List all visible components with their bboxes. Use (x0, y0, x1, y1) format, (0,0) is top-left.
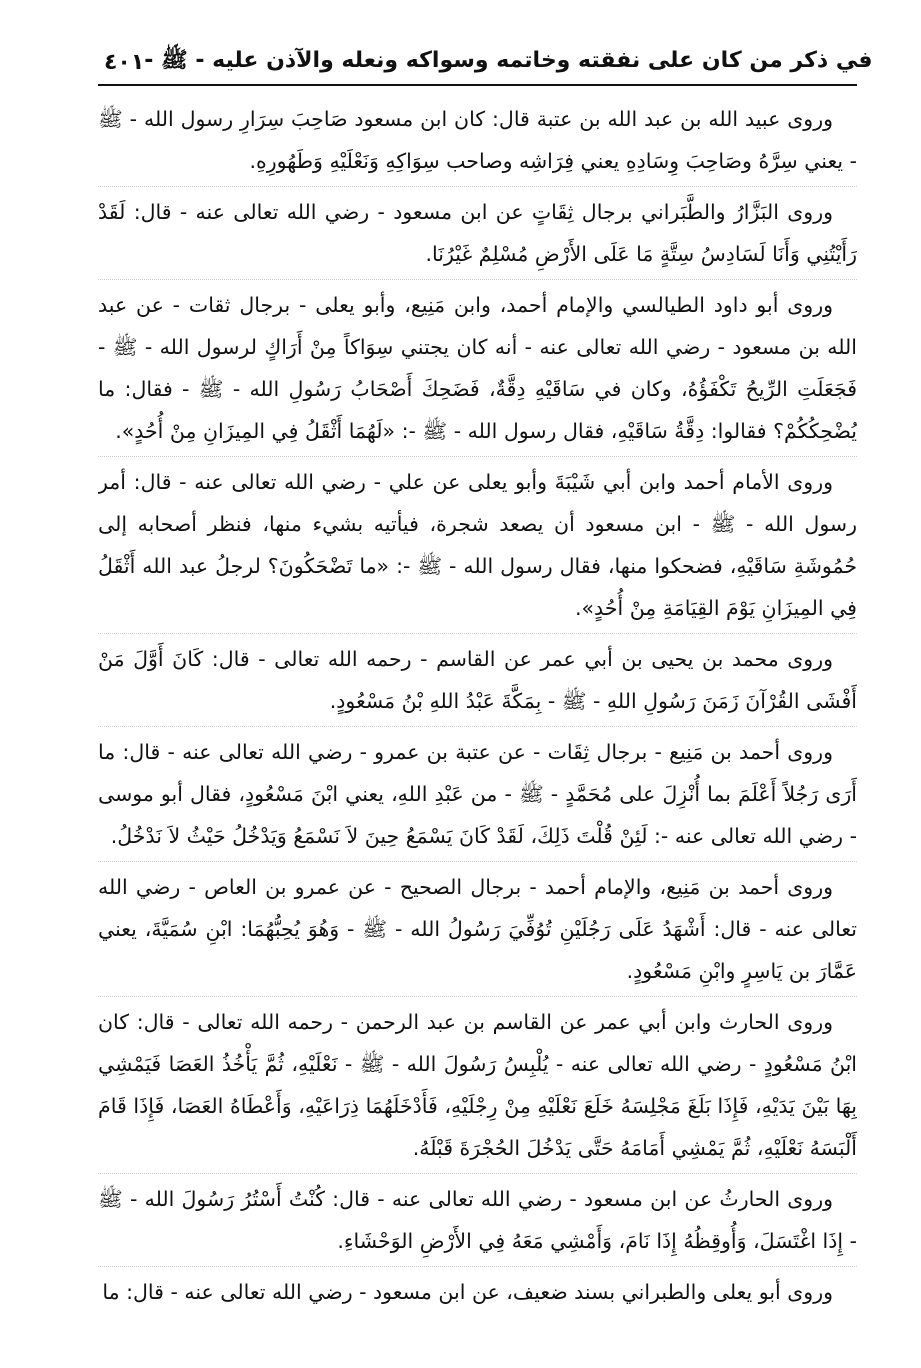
paragraph-2: وروى البَزَّارُ والطَّبَراني برجال ثِقَاتٍ عن ابن مسعود - رضي الله تعالى عنه - قال: لَقَدْ رَأَيْتُنِي وَأَنَا لَسَادِسُ سِتَّةٍ مَا عَلَى الأَرْضِ مُسْلِمٌ غَيْرُنَا. (98, 191, 857, 280)
paragraph-6: وروى أحمد بن مَنِيع - برجال ثِقَات - عن عتبة بن عمرو - رضي الله تعالى عنه - قال: ما أَرَى رَجُلاً أَعْلَمَ بما أُنْزِلَ على مُحَمَّدٍ - ﷺ - من عَبْدِ اللهِ، يعني ابْنَ مَسْعُودٍ، فقال أبو موسى - رضي الله تعالى عنه -: لَئِنْ قُلْتَ ذَلِكَ، لَقَدْ كَانَ يَسْمَعُ حِينَ لاَ نَسْمَعُ وَيَدْخُلُ حَيْثُ لاَ نَدْخُلُ. (98, 731, 857, 862)
page-number: ٤٠١ (104, 49, 145, 75)
paragraph-9: وروى الحارثُ عن ابن مسعود - رضي الله تعالى عنه - قال: كُنْتُ أَسْتُرُ رَسُولَ الله - ﷺ - إِذَا اغْتَسَلَ، وَأُوقِظُهُ إِذَا نَامَ، وَأَمْشِي مَعَهُ فِي الأَرْضِ الوَحْشَاءِ. (98, 1178, 857, 1267)
paragraph-4: وروى الأمام أحمد وابن أبي شَيْبَةَ وأبو يعلى عن علي - رضي الله تعالى عنه - قال: أمر رسول الله - ﷺ - ابن مسعود أن يصعد شجرة، فيأتيه بشيء منها، فنظر أصحابه إلى حُمُوشَةِ سَاقَيْهِ، فضحكوا منها، فقال رسول الله - ﷺ -: «ما تَضْحَكُونَ؟ لرجلُ عبد الله أَثْقَلُ فِي المِيزَانِ يَوْمَ القِيَامَةِ مِنْ أُحُدٍ». (98, 461, 857, 634)
paragraph-1: وروى عبيد الله بن عبد الله بن عتبة قال: كان ابن مسعود صَاحِبَ سِرَارِ رسول الله - ﷺ - يعني سِرَّهُ وصَاحِبَ وِسَادِهِ يعني فِرَاشِه وصاحب سِوَاكِهِ وَنَعْلَيْهِ وَطَهُورِهِ. (98, 98, 857, 187)
body-text (98, 98, 857, 1348)
running-header (98, 40, 873, 86)
paragraph-3: وروى أبو داود الطيالسي والإمام أحمد، وابن مَنِيع، وأبو يعلى - برجال ثقات - عن عبد الله بن مسعود - رضي الله تعالى عنه - أنه كان يجتني سِوَاكاً مِنْ أَرَاكٍ لرسول الله - ﷺ - فَجَعَلَتِ الرِّيحُ تَكْفَؤُهُ، وكان في سَاقَيْهِ دِقَّةٌ، فَضَحِكَ أَصْحَابُ رَسُولِ الله - ﷺ - فقال: ما يُضْحِكُكُمْ؟ فقالوا: دِقَّةُ سَاقَيْهِ، فقال رسول الله - ﷺ -: «لَهُمَا أَثْقَلُ فِي المِيزَانِ مِنْ أُحُدٍ». (98, 284, 857, 457)
paragraph-7: وروى أحمد بن مَنِيع، والإمام أحمد - برجال الصحيح - عن عمرو بن العاص - رضي الله تعالى عنه - قال: أَشْهَدُ عَلَى رَجُلَيْنِ تُوُفِّيَ رَسُولُ الله - ﷺ - وَهُوَ يُحِبُّهُمَا: ابْنِ سُمَيَّةَ، يعني عَمَّارَ بن يَاسِرٍ وابْنِ مَسْعُودٍ. (98, 866, 857, 997)
header-title: في ذكر من كان على نفقته وخاتمه وسواكه ونعله والآذن عليه - ﷺ - (144, 48, 873, 73)
paragraph-10: وروى أبو يعلى والطبراني بسند ضعيف، عن ابن مسعود - رضي الله تعالى عنه - قال: ما (102, 1280, 833, 1304)
paragraph-8: وروى الحارث وابن أبي عمر عن القاسم بن عبد الرحمن - رحمه الله تعالى - قال: كان ابْنُ مَسْعُودٍ - رضي الله تعالى عنه - يُلْبِسُ رَسُولَ الله - ﷺ - نَعْلَيْهِ، ثُمَّ يَأْخُذُ العَصَا فَيَمْشِي بِهَا بَيْنَ يَدَيْهِ، فَإِذَا بَلَغَ مَجْلِسَهُ خَلَعَ نَعْلَيْهِ مِنْ رِجْلَيْهِ، فَأَدْخَلَهُمَا ذِرَاعَيْهِ، وَأَعْطَاهُ العَصَا، فَإِذَا قَامَ أَلْبَسَهُ نَعْلَيْهِ، ثُمَّ يَمْشِي أَمَامَهُ حَتَّى يَدْخُلَ الحُجْرَةَ قَبْلَهُ. (98, 1001, 857, 1174)
paragraph-5: وروى محمد بن يحيى بن أبي عمر عن القاسم - رحمه الله تعالى - قال: كَانَ أَوَّلَ مَنْ أَفْشَى القُرْآنَ زَمَنَ رَسُولِ اللهِ - ﷺ - بِمَكَّةَ عَبْدُ اللهِ بْنُ مَسْعُودٍ. (98, 638, 857, 727)
